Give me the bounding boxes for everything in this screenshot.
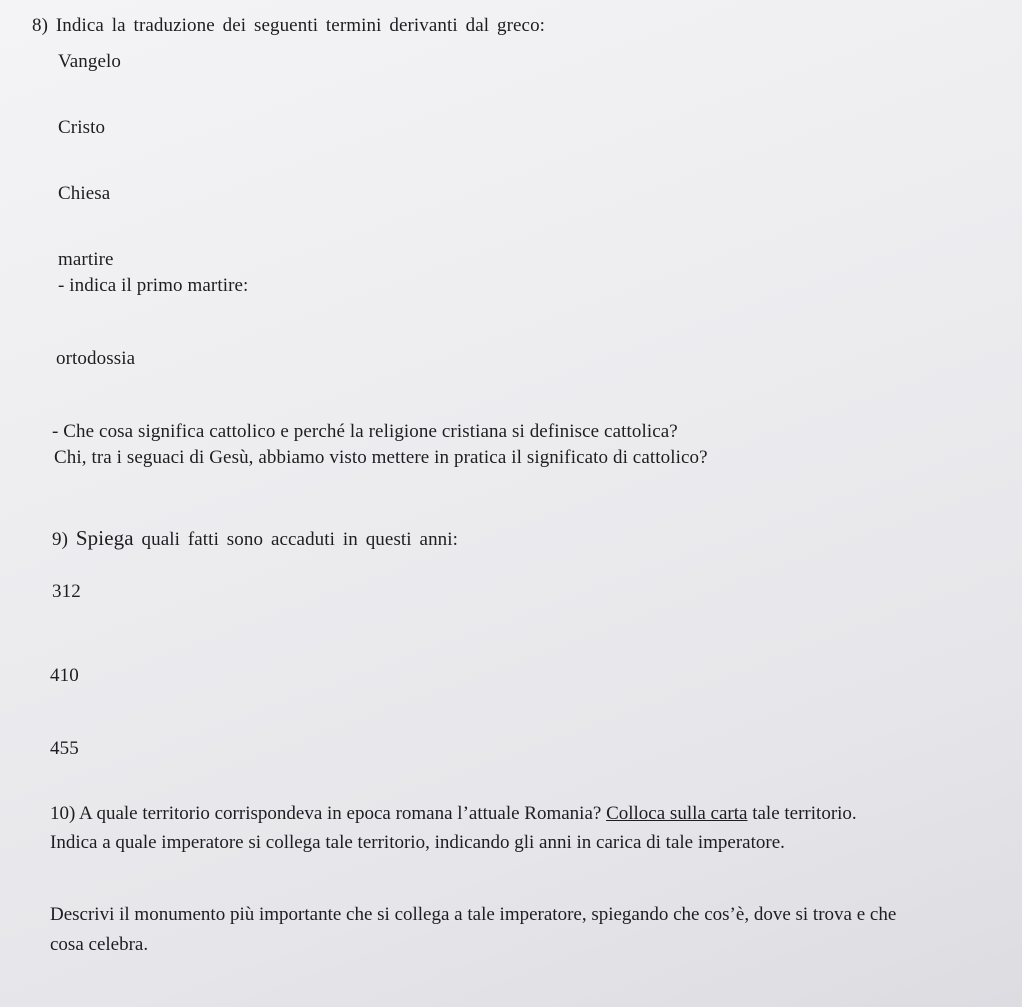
question-9-title xyxy=(52,526,458,552)
term-ortodossia: ortodossia xyxy=(56,348,136,369)
year-312: 312 xyxy=(52,581,81,602)
term-cristo: Cristo xyxy=(58,117,106,138)
question-9-number: 9) xyxy=(52,529,69,550)
question-8-title: 8) Indica la traduzione dei seguenti termini derivanti dal greco: xyxy=(32,15,546,36)
question-10-part-1: 10) A quale territorio corrispondeva in epoca romana l’attuale Romania? xyxy=(50,803,607,824)
question-10-part-2: tale territorio. Indica a quale imperatore si collega tale territorio, indicando gli anni in carica di tale imperatore. xyxy=(50,803,857,853)
year-410: 410 xyxy=(50,665,79,686)
year-455: 455 xyxy=(50,738,79,759)
catholic-question-2: Chi, tra i seguaci di Gesù, abbiamo visto mettere in pratica il significato di cattolico? xyxy=(54,447,708,468)
question-10-underlined: Colloca sulla carta xyxy=(606,803,748,824)
term-chiesa: Chiesa xyxy=(58,183,111,204)
first-martyr-prompt: - indica il primo martire: xyxy=(58,275,249,296)
question-10-paragraph-2: Descrivi il monumento più importante che si collega a tale imperatore, spiegando che cos’è, dove si trova e che cosa celebra. xyxy=(50,904,897,955)
question-9-verb: Spiega xyxy=(75,526,134,550)
catholic-question-1: - Che cosa significa cattolico e perché la religione cristiana si definisce cattolica? xyxy=(52,421,678,442)
term-vangelo: Vangelo xyxy=(58,51,121,72)
question-9-rest: quali fatti sono accaduti in questi anni: xyxy=(133,529,459,550)
question-10-paragraph-1 xyxy=(50,799,900,857)
term-martire: martire xyxy=(58,249,114,270)
